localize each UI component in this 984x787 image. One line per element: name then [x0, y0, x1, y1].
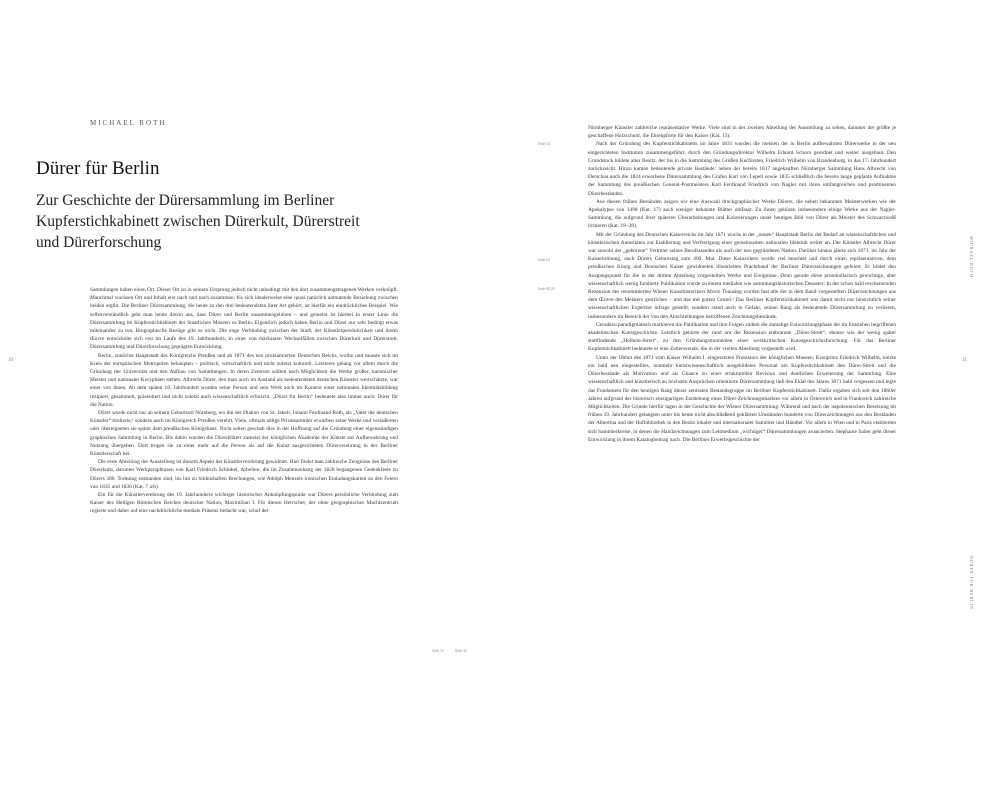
- paragraph: Unter der Obhut des 1871 vom Kaiser Wilhelm I. eingesetzten Protektors der königlichen Museen, Kronprinz Friedrich Wilhelm, nutzte ein bald neu eingestelltes, nunmehr kunstwissenschaftlich ausgebildetes Personal am Kupferstichkabinett den Dürer-Streit und die Dürerbestände als Motivation und als Chance zu einer strukturellen Revision und deutlichen Erweiterung der Sammlung. Eine wissenschaftlich und künstlerisch an höchsten Ansprüchen orientierte Dürersammlung ließ den Eklat des Jahres 1871 bald vergessen und legte das Fundament für den heutigen Rang dieser zentralen Bestandsgruppe im Berliner Kupferstichkabinett. Dafür ergaben sich seit den 1860er Jahren aufgrund der historisch einzigartigen Entstehung eines Dürer-Zeichnungsmarktes vor allem in Österreich und in Frankreich zahlreiche Möglichkeiten. Die Gründe hierfür lagen in der Geschichte der Wiener Dürersammlung. Während und nach der napoleonischen Besetzung im frühen 19. Jahrhundert gelangten unter bis heute nicht abschließend geklärten Umständen hunderte von Dürerzeichnungen aus den Beständen der Albertina und der Hofbibliothek in den Besitz lokaler und internationaler Sammler und Händler. Vor allem in Wien und in Paris etablierten sich Sammlerkreise, in denen die Handzeichnungen zum Leitmedium „wichtiger“ Dürersammlungen avancierten. Stephanie Sailer geht dieser Entwicklung in ihrem Katalogbeitrag nach. Die Berliner Erwerbsgeschichte der: [588, 354, 896, 443]
- running-head-author: MICHAEL ROTH: [969, 236, 974, 278]
- page-number-left: 10: [8, 358, 13, 363]
- margin-note: Seite 68–81: [538, 287, 556, 291]
- article-title: Dürer für Berlin: [36, 158, 160, 179]
- paragraph: Nürnberger Künstler zahlreiche repräsentative Werke. Viele sind in der zweiten Abteilung der Ausstellung zu sehen, darunter der größte je geschaffene Holzschnitt, die Ehrenpforte für den Kaiser (Kat. 13).: [588, 125, 896, 140]
- right-body-text: [588, 124, 896, 444]
- margin-note: Seite 32: [455, 649, 467, 653]
- author-name: MICHAEL ROTH: [90, 119, 167, 127]
- paragraph: Nach der Gründung des Kupferstichkabinetts im Jahre 1831 wurden die meisten der in Berlin aufbewahrten Dürerwerke in der neu eingerichteten Institution zusammengeführt, durch den Gründungsdirektor Wilhelm Eduard Schorn geordnet und weiter ausgebaut. Den Grundstock bildete alter Besitz, der bis in die Sammlung des Großen Kurfürsten, Friedrich Wilhelm von Brandenburg, in das 17. Jahrhundert zurückreicht. Hinzu kamen bedeutende private Bestände: neben der bereits 1817 angekauften Nürnberger Sammlung Hans Albrecht von Derschau auch die 1824 erworbene Dürersammlung des Grafen Karl von Lepell sowie 1835 schließlich die bereits lange geplante Aufnahme der Sammlung des preußischen General-Postmeisters Karl Ferdinand Friedrich von Nagler mit ihren umfangreichen und prominenten Dürerbeständen.: [588, 141, 896, 197]
- page-number-right: 11: [962, 358, 967, 363]
- margin-note: Seite 34: [538, 142, 550, 146]
- article-subtitle: Zur Geschichte der Dürersammlung im Berliner Kupferstichkabinett zwischen Dürerkult, Dürerstreit und Dürerforschung: [36, 192, 360, 251]
- paragraph: Die erste Abteilung der Ausstellung ist diesem Aspekt der Künstlerverehrung gewidmet. Hier findet man zahlreiche Zeugnisse des Berliner Dürerkults, darunter Werkparaphrasen von Karl Friedrich Schinkel, Arbeiten, die im Zusammenhang der 1828 begangenen Gedenkfeste zu Dürers 300. Todestag entstanden sind, bis hin zu bildnishaften Brechungen, wie Adolph Menzels ironischen Einladungskarten zu den Feiern von 1835 und 1836 (Kat. 7 a/b).: [90, 459, 398, 490]
- paragraph: Dürer wurde nicht nur an seinem Geburtsort Nürnberg, wo ihn der Diakon von St. Jakob, Johann Ferdinand Roth, als „Vater der deutschen Künstler“ titulierte,¹ sondern auch im Königreich Preußen verehrt. Viele, oftmals adlige Privatsammler erwarben seine Werke und veräußerten oder übereigneten sie später dem preußischen Königshaus. Nicht selten geschah dies in der Hoffnung auf die Gründung einer eigenständigen graphischen Sammlung in Berlin. Bis dahin wurden die Dürerblätter zumeist der königlichen Akademie der Künste zur Aufbewahrung und Nutzung übergeben. Dort trugen sie zu einer mehr auf die Person als auf die Kunst ausgerichteten Dürerverehrung in der Berliner Künstlerschaft bei.: [90, 410, 398, 458]
- margin-note: Seite 64: [538, 258, 550, 262]
- paragraph: Berlin, zunächst Hauptstadt des Königreichs Preußen und ab 1871 des neu proklamierten Deutschen Reichs, wollte und musste sich im Kreis der europäischen Metropolen behaupten – politisch, wirtschaftlich und nicht zuletzt kulturell. Letzteres gelang vor allem durch die Gründung der Universität und den Aufbau von Sammlungen. In deren Zentrum sollten nach Möglichkeit die Werke großer, kanonischer Meister und nationaler Koryphäen stehen. Albrecht Dürer, den man auch im Ausland als bedeutendsten deutschen Künstler wertschätzte, war einer von ihnen. Ab dem späten 18. Jahrhundert wurden seine Person und sein Werk auch im Kontext einer nationalen Identitätsbildung rezipiert, gesammelt, präsentiert und nicht zuletzt auch wissenschaftlich erforscht. „Dürer für Berlin“ bedeutete also immer auch: Dürer für die Nation.: [90, 352, 398, 408]
- paragraph: Aus diesen frühen Beständen zeigen wir eine Auswahl druckgraphischer Werke Dürers, die neben bekannten Meisterwerken wie der Apokalypse von 1498 (Kat. 17) auch weniger bekannte Blätter umfasst. Zu ihnen gehören insbesondere einige Werke aus der Nagler-Sammlung, die aufgrund ihrer späteren Überarbeitungen und Kolorierungen unser heutiges Bild von Dürer als Meister des Schwarzweiß irritieren (Kat. 19–28).: [588, 198, 896, 230]
- paragraph: Sammlungen haben einen Ort. Dieser Ort ist in seinem Ursprung jedoch nicht unbedingt mit den dort zusammengetragenen Werken verknüpft. Manchmal wachsen Ort und Inhalt erst nach und nach zusammen, bis sich idealerweise eine quasi natürlich anmutende Beziehung zwischen beiden ergibt. Die Berliner Dürersammlung, die heute zu den drei bedeutendsten ihrer Art gehört, ist hierfür ein eindrückliches Beispiel. Wie selbstverständlich geht man heute davon aus, dass Dürer und Berlin zusammengehören – und gemeint ist hierbei in erster Linie die Dürersammlung im Kupferstichkabinett der Staatlichen Museen zu Berlin. Eigentlich jedoch haben Berlin und Dürer nur sehr bedingt etwas miteinander zu tun. Biographische Bezüge gibt es nicht. Die enge Verbindung zwischen der Stadt, der Künstlerpersönlichkeit und ihrem Œuvre entwickelte sich erst im Laufe des 19. Jahrhunderts, in einer von markanten Wechselfällen zwischen Dürerkult und Dürerstreit, Dürersammlung und Dürerforschung geprägten Entwicklung.: [90, 287, 398, 351]
- left-body-text: [90, 286, 398, 516]
- paragraph: Mit der Gründung des Deutschen Kaiserreichs im Jahr 1871 wuchs in der „neuen“ Hauptstadt Berlin der Bedarf an wissenschaftlichen und künstlerischen Autoritäten zur Etablierung und Verfestigung einer gemeinsamen nationalen Identität weiter an. Der Künstler Albrecht Dürer war sowohl der „geborene“ Vertreter seines Berufsstandes als auch der neu gegründeten Nation. Darüber hinaus jährte sich 1871, im Jahr der Kaiserkrönung, auch Dürers Geburtstag zum 400. Mal. Diese Koinzidenz wurde viel beachtet und durch einen repräsentativen, dem preußischen König und Deutschen Kaiser gewidmeten illustrierten Prachtband der Berliner Dürerzeichnungen gefeiert. Er bildet den Ausgangspunkt für die in der dritten Abteilung vorgestellten Werke und Ereignisse. Denn gerade diese protokollarisch gewichtige, aber wissenschaftlich wenig fundierte Publikation wurde zu einem medialen wie sammlungshistorischen Desaster: In der schon bald erscheinenden Rezension des renommierten Wiener Kunsthistorikers Moriz Thausing wurden fast alle der in dem Band vorgestellten Dürerzeichnungen aus dem Œuvre des Meisters gestrichen – und das mit gutem Grund.² Das Berliner Kupferstichkabinett war damit nicht nur hinsichtlich seiner wissenschaftlichen Expertise infrage gestellt, sondern stand auch in Gefahr, seinen Rang als bedeutende Dürersammlung zu verlieren, insbesondere im Bereich der von den Abschreibungen betroffenen Zeichnungsbestände.: [588, 231, 896, 320]
- running-head-title: DÜRER FÜR BERLIN: [969, 556, 974, 610]
- margin-note: Seite 72: [432, 649, 444, 653]
- paragraph: Ein für die Künstlerverehrung des 19. Jahrhunderts wichtiger historischer Anknüpfungspunkt war Dürers persönliche Verbindung zum Kaiser des Heiligen Römischen Reiches deutscher Nation, Maximilian I. Für diesen Herrscher, der ohne geographisches Machtzentrum regierte und daher auf eine nachdrückliche mediale Präsenz bedacht war, schuf der: [90, 492, 398, 515]
- paragraph: Geradezu paradigmatisch markieren die Publikation und ihre Folgen zudem die damalige Entwicklungsphase der im Entstehen begriffenen akademischen Kunstgeschichte. Letztlich gehörte der rund um die Rezension entbrannte „Dürer-Streit“, ebenso wie der wenig später stattfindende „Holbein-Streit“, zu den Gründungsmomenten einer werkkritischen Kunstgeschichtsforschung. Für das Berliner Kupferstichkabinett bedeutete er eine Zeitenwende, die in der vierten Abteilung vorgestellt wird.: [588, 321, 896, 353]
